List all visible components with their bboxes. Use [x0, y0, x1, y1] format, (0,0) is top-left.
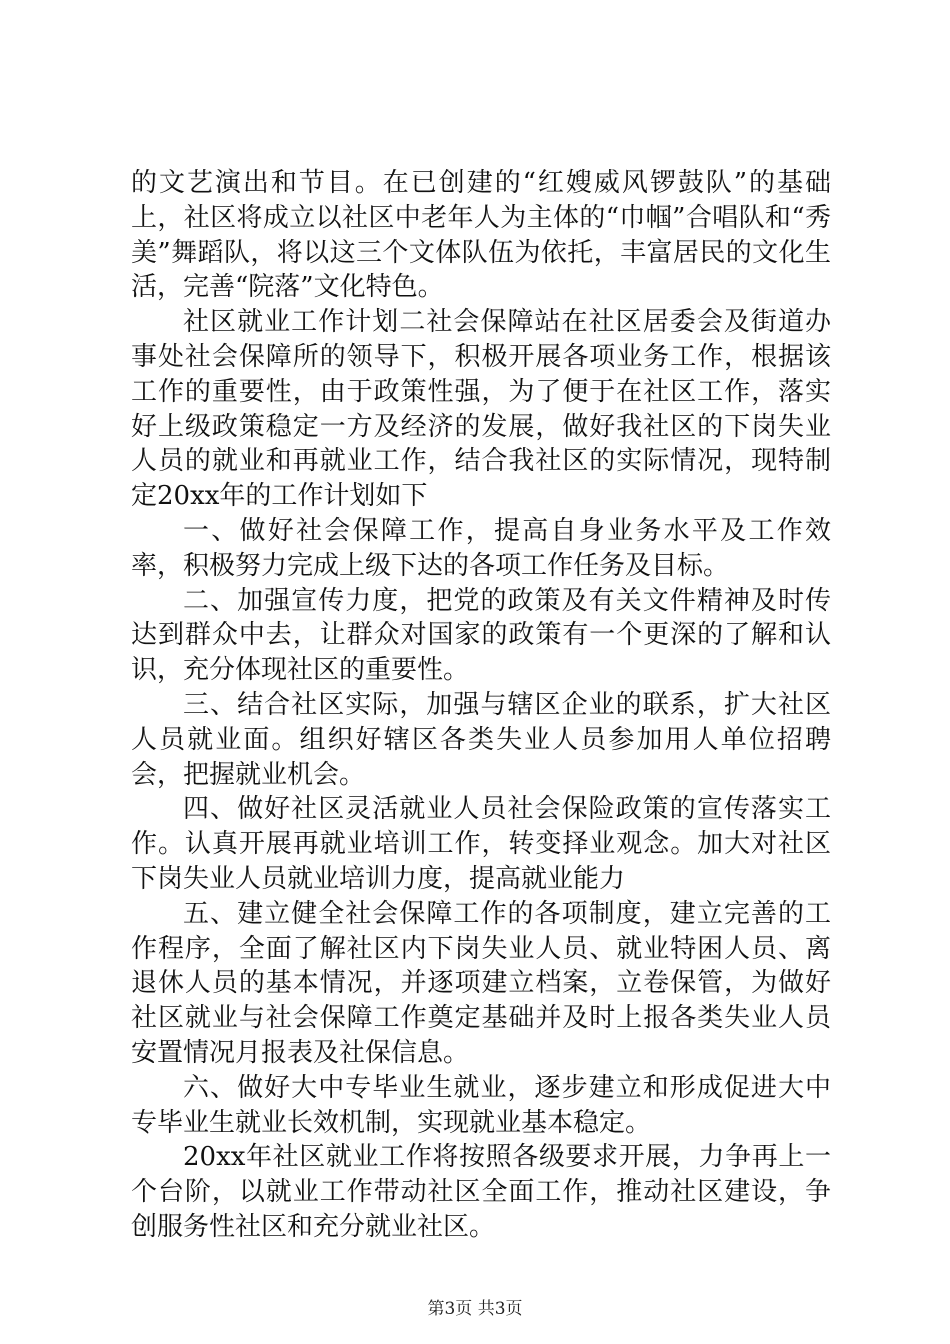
paragraph-item-2: 二、加强宣传力度，把党的政策及有关文件精神及时传达到群众中去，让群众对国家的政策有一个更深的了解和认识，充分体现社区的重要性。: [131, 585, 831, 686]
paragraph-item-6: 六、做好大中专毕业生就业，逐步建立和形成促进大中专毕业生就业长效机制，实现就业基本稳定。: [131, 1072, 831, 1138]
paragraph-item-1: 一、做好社会保障工作，提高自身业务水平及工作效率，积极努力完成上级下达的各项工作任务及目标。: [131, 515, 831, 581]
paragraph-continuation: 的文艺演出和节目。在已创建的“红嫂威风锣鼓队”的基础上，社区将成立以社区中老年人为主体的“巾帼”合唱队和“秀美”舞蹈队，将以这三个文体队伍为依托，丰富居民的文化生活，完善“院落”文化特色。: [131, 168, 831, 303]
paragraph-item-4: 四、做好社区灵活就业人员社会保险政策的宣传落实工作。认真开展再就业培训工作，转变择业观念。加大对社区下岗失业人员就业培训力度，提高就业能力: [131, 794, 831, 894]
page-number-label: 第3页 共3页: [427, 1299, 523, 1319]
paragraph-conclusion: 20xx年社区就业工作将按照各级要求开展，力争再上一个台阶，以就业工作带动社区全面工作，推动社区建设，争创服务性社区和充分就业社区。: [131, 1142, 831, 1242]
document-body: [131, 166, 831, 1245]
paragraph-plan-intro: 社区就业工作计划二社会保障站在社区居委会及街道办事处社会保障所的领导下，积极开展各项业务工作，根据该工作的重要性，由于政策性强，为了便于在社区工作，落实好上级政策稳定一方及经济的发展，做好我社区的下岗失业人员的就业和再就业工作，结合我社区的实际情况，现特制定20xx年的工作计划如下: [131, 307, 831, 512]
page-footer: [0, 1298, 950, 1320]
paragraph-item-5: 五、建立健全社会保障工作的各项制度，建立完善的工作程序，全面了解社区内下岗失业人员、就业特困人员、离退休人员的基本情况，并逐项建立档案，立卷保管，为做好社区就业与社会保障工作奠定基础并及时上报各类失业人员安置情况月报表及社保信息。: [131, 898, 831, 1068]
paragraph-item-3: 三、结合社区实际，加强与辖区企业的联系，扩大社区人员就业面。组织好辖区各类失业人员参加用人单位招聘会，把握就业机会。: [131, 689, 831, 790]
